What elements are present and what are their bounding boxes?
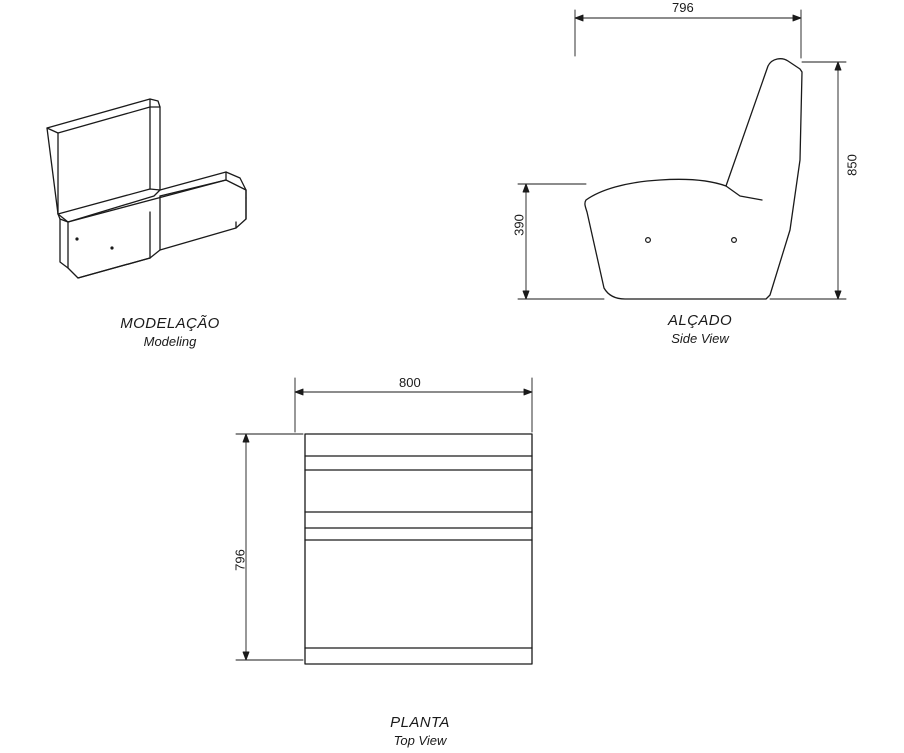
caption-top-view-pt: PLANTA <box>390 714 450 731</box>
caption-side-view-en: Side View <box>671 331 729 346</box>
dim-label-plan-depth: 796 <box>232 549 248 571</box>
caption-side-view <box>600 312 800 346</box>
dim-label-plan-width: 800 <box>399 375 421 390</box>
caption-modeling-en: Modeling <box>143 334 197 349</box>
caption-modeling <box>60 315 280 349</box>
caption-top-view-en: Top View <box>393 733 447 748</box>
caption-side-view-pt: ALÇADO <box>667 312 733 329</box>
view-modeling-geometry <box>47 99 246 278</box>
view-side-geometry <box>585 59 802 299</box>
view-plan-geometry <box>305 434 532 664</box>
dim-label-side-height: 850 <box>844 154 860 176</box>
dim-side-height <box>770 62 846 299</box>
dim-plan-depth <box>236 434 303 660</box>
dim-side-seat-height <box>518 184 604 299</box>
dim-label-side-width: 796 <box>672 0 694 15</box>
caption-top-view <box>320 714 520 748</box>
caption-modeling-pt: MODELAÇÃO <box>120 315 220 332</box>
dim-side-width <box>575 10 801 58</box>
dim-label-side-seat-height: 390 <box>511 214 527 236</box>
